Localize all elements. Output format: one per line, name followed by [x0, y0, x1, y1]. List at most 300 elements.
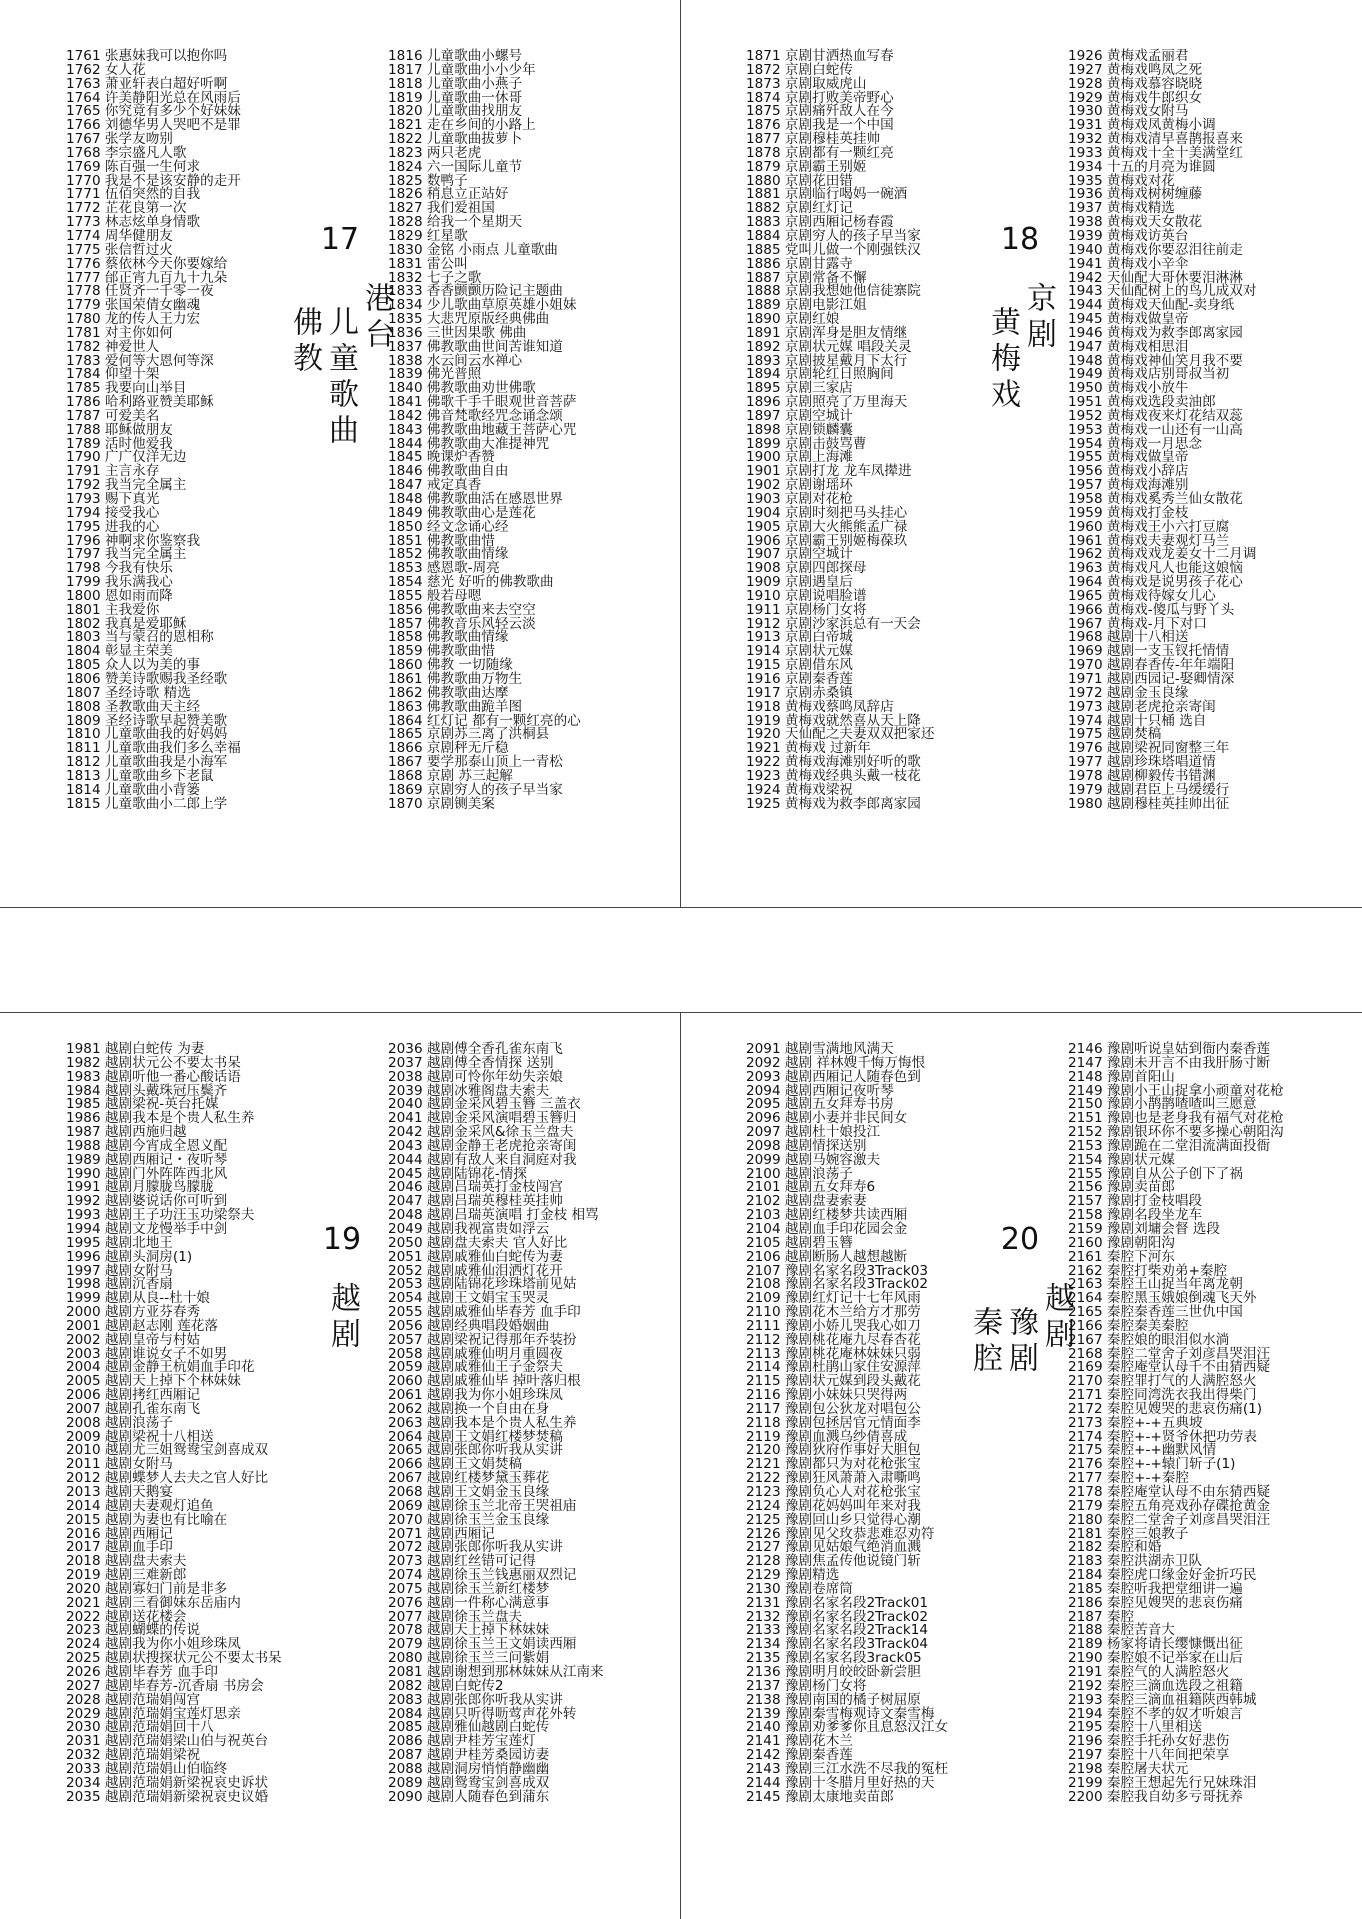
song-entry: 2146 豫剧听说皇姑到衙内秦香莲: [1068, 1041, 1271, 1057]
song-entry: 2012 越剧蝶梦人去夫之官人好比: [66, 1470, 269, 1487]
song-entry: 1964 黄梅戏是说男孩子花心: [1068, 574, 1243, 591]
song-entry: 2175 秦腔+-+幽默风情: [1068, 1442, 1217, 1459]
song-entry: 1767 张学友吻别: [66, 131, 173, 148]
song-entry: 2160 豫剧朝阳沟: [1068, 1234, 1175, 1251]
song-entry: 2126 豫剧见父玫恭悲难忍劝符: [746, 1525, 935, 1542]
song-entry: 1824 六一国际儿童节: [388, 158, 523, 175]
song-entry: 2058 越剧戚雅仙明月重圆夜: [388, 1345, 563, 1362]
song-entry: 1792 我当完全属主: [66, 477, 187, 494]
song-entry: 1801 主我爱你: [66, 601, 160, 618]
song-entry: 2085 越剧雅仙越剧白蛇传: [388, 1719, 550, 1736]
song-entry: 2080 越剧徐玉兰三问紫娟: [388, 1650, 550, 1667]
song-entry: 2011 越剧女附马: [66, 1456, 173, 1473]
song-entry: 2039 越剧冰雅阁盘夫索夫: [388, 1082, 550, 1099]
song-entry: 1798 今我有快乐: [66, 560, 173, 577]
song-entry: 2054 越剧王文娟宝玉哭灵: [388, 1290, 550, 1307]
song-entry: 2006 越剧拷红西厢记: [66, 1387, 201, 1404]
panel-19-column-1: [66, 1043, 282, 1804]
song-entry: 2152 豫剧银环你不要多操心朝阳沟: [1068, 1124, 1284, 1141]
song-entry: 1796 神啊求你鉴察我: [66, 532, 201, 549]
song-entry: 1979 越剧君臣上马缓缓行: [1068, 781, 1230, 798]
song-entry: 1917 京剧赤桑镇: [746, 684, 853, 701]
song-entry: 2153 豫剧跪在二堂泪流满面投衙: [1068, 1137, 1271, 1154]
song-entry: 2196 秦腔手托孙女好悲伤: [1068, 1733, 1230, 1750]
song-entry: 2193 秦腔三滴血祖籍陕西韩城: [1068, 1691, 1257, 1708]
song-entry: 1802 我真是爱耶稣: [66, 615, 187, 632]
song-entry: 2199 秦腔王想起先行兄妹珠泪: [1068, 1774, 1257, 1791]
song-entry: 2018 越剧盘夫索夫: [66, 1553, 187, 1570]
song-entry: 2108 豫剧名家名段3Track02: [746, 1276, 928, 1293]
song-entry: 1947 黄梅戏相思泪: [1068, 338, 1189, 355]
song-entry: 1838 水云间云水禅心: [388, 352, 523, 369]
song-entry: 1860 佛教 一切随缘: [388, 657, 513, 674]
song-entry: 1958 黄梅戏奚秀兰仙女散花: [1068, 491, 1243, 507]
song-entry: 2022 越剧送花楼会: [66, 1608, 187, 1625]
song-entry: 1795 进我的心: [66, 518, 160, 535]
category-name: 京剧: [1021, 282, 1056, 354]
song-entry: 1971 越剧西园记-娶卿情深: [1068, 670, 1235, 687]
song-entry: 1925 黄梅戏为救李郎离家园: [746, 795, 921, 812]
song-entry: 2128 豫剧焦孟传他说镜门斩: [746, 1553, 921, 1570]
song-entry: 2037 越剧傅全香情探 送别: [388, 1054, 554, 1071]
vertical-divider-top: [680, 0, 681, 907]
song-entry: 2049 越剧我视富贵如浮云: [388, 1220, 550, 1237]
song-entry: 1806 赞美诗歌赐我圣经歌: [66, 670, 228, 687]
panel-17-number: 17: [320, 222, 360, 257]
song-entry: 1995 越剧北地王: [66, 1234, 173, 1251]
song-entry: 1938 黄梅戏天女散花: [1068, 214, 1203, 231]
song-entry: 2088 越剧洞房悄悄静幽幽: [388, 1760, 550, 1777]
song-entry: 1768 李宗盛凡人歌: [66, 144, 187, 161]
song-entry: 1994 越剧文龙慢举手中剑: [66, 1220, 228, 1237]
song-entry: 2154 豫剧状元媒: [1068, 1151, 1175, 1168]
song-entry: 2195 秦腔十八里相送: [1068, 1719, 1203, 1736]
song-entry: 1830 金铭 小雨点 儿童歌曲: [388, 241, 558, 258]
panel-18-number: 18: [1000, 222, 1040, 257]
song-entry: 2026 越剧毕春芳 血手印: [66, 1663, 218, 1680]
panel-20-category-label: [967, 1222, 1074, 1378]
song-entry: 1854 慈光 好听的佛教歌曲: [388, 574, 554, 591]
song-entry: 2036 越剧傅全香孔雀东南飞: [388, 1041, 563, 1057]
song-entry: 2149 豫剧小王山捉拿小顽童对花枪: [1068, 1082, 1284, 1099]
panel-17-column-1: [66, 50, 241, 811]
song-entry: 1856 佛教歌曲来去空空: [388, 601, 536, 618]
song-entry: 1968 越剧十八相送: [1068, 629, 1189, 646]
song-entry: 2117 豫剧包公狄龙对唱包公: [746, 1400, 921, 1417]
song-entry: 1862 佛教歌曲达摩: [388, 684, 509, 701]
song-entry: 1852 佛教歌曲情缘: [388, 546, 509, 563]
song-entry: 2070 越剧徐玉兰金玉良缘: [388, 1511, 550, 1528]
song-entry: 1873 京剧取威虎山: [746, 75, 867, 92]
song-entry: 2043 越剧金静王老虎抢亲寄闺: [388, 1137, 577, 1154]
song-entry: 2174 秦腔+-+贤爷休把功劳表: [1068, 1428, 1257, 1445]
song-entry: 2118 豫剧包拯居官元情面李: [746, 1414, 921, 1431]
song-entry: 1791 主言永存: [66, 463, 160, 480]
song-entry: 2033 越剧范瑞娟山伯临终: [66, 1760, 228, 1777]
song-entry: 2078 越剧天上掉下林妹妹: [388, 1622, 550, 1639]
song-entry: 2113 豫剧桃花庵林妹妹只弱: [746, 1345, 921, 1362]
song-entry: 2129 豫剧精选: [746, 1567, 840, 1584]
song-entry: 1983 越剧听他一番心酸话语: [66, 1068, 241, 1085]
song-entry: 2094 越剧西厢记夜听琴: [746, 1082, 894, 1099]
song-entry: 1978 越剧柳毅传书错渊: [1068, 767, 1216, 784]
song-entry: 2188 秦腔苦音大: [1068, 1622, 1175, 1639]
song-entry: 2164 秦腔黑玉娥娘倒魂飞天外: [1068, 1290, 1257, 1307]
song-entry: 1817 儿童歌曲小小少年: [388, 61, 536, 78]
song-entry: 2030 越剧范瑞娟回十八: [66, 1719, 214, 1736]
song-entry: 2015 越剧为妻也有比喻在: [66, 1511, 228, 1528]
song-entry: 1909 京剧遇皇后: [746, 574, 853, 591]
song-entry: 2092 越剧 祥林嫂千悔万悔恨: [746, 1054, 926, 1071]
category-name: 港台: [359, 282, 394, 354]
song-entry: 1891 京剧浑身是胆友情继: [746, 324, 908, 341]
song-entry: 2023 越剧蝴蝶的传说: [66, 1622, 201, 1639]
song-entry: 1935 黄梅戏对花: [1068, 172, 1175, 189]
category-name: 佛教: [287, 306, 322, 378]
song-entry: 1799 我乐满我心: [66, 574, 173, 591]
song-entry: 1871 京剧甘洒热血写春: [746, 48, 894, 64]
song-entry: 1933 黄梅戏十全十美满堂红: [1068, 144, 1243, 161]
song-entry: 2170 秦腔罪打气的人满腔怒火: [1068, 1373, 1257, 1390]
song-entry: 1876 京剧我是一个中国: [746, 117, 894, 134]
song-entry: 2166 秦腔秦美秦腔: [1068, 1317, 1189, 1334]
song-entry: 2134 豫剧名家名段3Track04: [746, 1636, 928, 1653]
song-entry: 2038 越剧可怜你年幼失亲娘: [388, 1068, 563, 1085]
song-entry: 1773 林志炫单身情歌: [66, 214, 201, 231]
song-entry: 1952 黄梅戏夜来灯花结双蕊: [1068, 407, 1243, 424]
panel-20-number: 20: [1000, 1222, 1040, 1257]
song-entry: 2197 秦腔十八年间把荣享: [1068, 1747, 1230, 1764]
song-entry: 2053 越剧陆锦花珍珠塔前见姑: [388, 1276, 577, 1293]
song-entry: 2090 越剧人随春色到蒲东: [388, 1788, 550, 1805]
song-entry: 1793 赐下真光: [66, 491, 160, 507]
song-entry: 1890 京剧红娘: [746, 311, 840, 328]
song-entry: 2034 越剧范瑞娟新梁祝哀史诉状: [66, 1774, 269, 1791]
song-entry: 1914 京剧状元媒: [746, 643, 853, 660]
song-entry: 2181 秦腔三娘教子: [1068, 1525, 1189, 1542]
song-entry: 2156 豫剧卖苗郎: [1068, 1179, 1175, 1196]
song-entry: 2096 越剧小妻并非民间女: [746, 1110, 908, 1127]
song-entry: 1926 黄梅戏孟丽君: [1068, 48, 1189, 64]
song-entry: 1908 京剧四郎探母: [746, 560, 867, 577]
song-entry: 2041 越剧金采风演唱碧玉簪归: [388, 1110, 577, 1127]
song-entry: 1783 爱何等大恩何等深: [66, 352, 214, 369]
song-entry: 2067 越剧红楼梦黛玉葬花: [388, 1470, 550, 1487]
song-entry: 2045 越剧陆锦花-情探: [388, 1165, 527, 1182]
song-entry: 2060 越剧戚雅仙毕 掉叶落归根: [388, 1373, 581, 1390]
song-entry: 1870 京剧铡美案: [388, 795, 495, 812]
song-entry: 2110 豫剧花木兰给方才那劳: [746, 1304, 921, 1321]
song-entry: 1822 儿童歌曲拔萝卜: [388, 131, 523, 148]
song-entry: 1943 天仙配树上的鸟儿成双对: [1068, 283, 1257, 300]
song-entry: 1973 越剧老虎抢亲寄闺: [1068, 698, 1216, 715]
song-entry: 2047 越剧吕瑞英穆桂英挂帅: [388, 1193, 563, 1210]
song-entry: 2111 豫剧小娇儿哭我心如刀: [746, 1317, 921, 1334]
song-entry: 2159 豫剧刘墉会督 选段: [1068, 1220, 1220, 1237]
song-entry: 1893 京剧披星戴月下太行: [746, 352, 908, 369]
song-entry: 1874 京剧打败美帝野心: [746, 89, 894, 106]
song-entry: 2158 豫剧名段坐龙车: [1068, 1207, 1203, 1224]
song-entry: 2009 越剧梁祝十八相送: [66, 1428, 214, 1445]
song-entry: 1953 黄梅戏一山还有一山高: [1068, 421, 1243, 438]
song-entry: 2000 越剧方亚芬春秀: [66, 1304, 201, 1321]
song-entry: 2014 越剧夫妻观灯追鱼: [66, 1497, 214, 1514]
song-entry: 2139 豫剧秦雪梅观诗文秦雪梅: [746, 1705, 935, 1722]
panel-18-column-1: [746, 50, 934, 811]
song-entry: 1787 可爱美名: [66, 407, 160, 424]
song-entry: 2005 越剧天上掉下个林妹妹: [66, 1373, 241, 1390]
song-entry: 2050 越剧盘夫索夫 官人好比: [388, 1234, 568, 1251]
song-entry: 1910 京剧说唱脸谱: [746, 587, 867, 604]
song-entry: 2107 豫剧名家名段3Track03: [746, 1262, 928, 1279]
song-entry: 1827 我们爱祖国: [388, 200, 495, 217]
song-entry: 1863 佛教歌曲跪羊图: [388, 698, 523, 715]
category-name: 秦腔: [967, 1306, 1002, 1378]
song-entry: 2073 越剧红丝错可记得: [388, 1553, 536, 1570]
song-entry: 1996 越剧头洞房(1): [66, 1248, 193, 1265]
song-entry: 1999 越剧从良--杜十娘: [66, 1290, 210, 1307]
song-entry: 1853 感恩歌-周亮: [388, 560, 500, 577]
song-entry: 1867 要学那泰山顶上一青松: [388, 754, 563, 771]
song-entry: 1936 黄梅戏树树缠藤: [1068, 186, 1203, 203]
song-entry: 1898 京剧锁麟囊: [746, 421, 853, 438]
song-entry: 1764 许美静阳光总在风雨后: [66, 89, 241, 106]
song-entry: 1927 黄梅戏鸣凤之死: [1068, 61, 1203, 78]
song-entry: 1948 黄梅戏神仙笑月我不要: [1068, 352, 1243, 369]
song-entry: 2150 豫剧小鹊鹊喳喳叫三愿意: [1068, 1096, 1257, 1113]
song-entry: 2177 秦腔+-+秦腔: [1068, 1470, 1189, 1487]
song-entry: 2123 豫剧负心人对花枪张宝: [746, 1484, 921, 1500]
song-entry: 2029 越剧范瑞娟宝莲灯思亲: [66, 1705, 241, 1722]
song-entry: 2099 越剧马婉容激夫: [746, 1151, 881, 1168]
song-entry: 1921 黄梅戏 过新年: [746, 740, 871, 757]
song-entry: 1889 京剧电影江姐: [746, 297, 867, 314]
song-entry: 2001 越剧赵志刚 莲花落: [66, 1317, 218, 1334]
song-entry: 2155 豫剧自从公子创下了祸: [1068, 1165, 1243, 1182]
song-entry: 2112 豫剧桃花庵九尽春杏花: [746, 1331, 921, 1348]
song-entry: 1998 越剧沉香扇: [66, 1276, 173, 1293]
song-entry: 1931 黄梅戏凤黄梅小调: [1068, 117, 1216, 134]
panel-20-column-1: [746, 1043, 948, 1804]
song-entry: 2125 豫剧回山乡只觉得心潮: [746, 1511, 921, 1528]
song-entry: 1763 萧亚轩表白超好听啊: [66, 75, 228, 92]
song-entry: 2017 越剧血手印: [66, 1539, 173, 1556]
song-entry: 2008 越剧浪荡子: [66, 1414, 173, 1431]
song-entry: 2145 豫剧太康地卖苗郎: [746, 1788, 894, 1805]
song-entry: 2114 豫剧杜鹃山家住安源萍: [746, 1359, 921, 1376]
song-entry: 2059 越剧戚雅仙王子金祭夫: [388, 1359, 563, 1376]
song-entry: 2176 秦腔+-+辕门斩子(1): [1068, 1456, 1236, 1473]
song-entry: 2097 越剧杜十娘投江: [746, 1124, 881, 1141]
song-entry: 2161 秦腔下河东: [1068, 1248, 1175, 1265]
song-entry: 1861 佛教歌曲万物生: [388, 670, 523, 687]
song-entry: 2004 越剧金静王杭娟血手印花: [66, 1359, 255, 1376]
song-entry: 1945 黄梅戏做皇帝: [1068, 311, 1189, 328]
song-entry: 1766 刘德华男人哭吧不是罪: [66, 117, 241, 134]
song-entry: 2165 秦腔秦香莲三世仇中国: [1068, 1304, 1243, 1321]
song-entry: 1820 儿童歌曲找朋友: [388, 103, 523, 120]
song-entry: 1880 京剧花田错: [746, 172, 853, 189]
song-entry: 1903 京剧对花枪: [746, 491, 853, 507]
song-entry: 1993 越剧王子功汪玉功梁祭夫: [66, 1207, 255, 1224]
song-entry: 1885 党叫儿做一个刚强铁汉: [746, 241, 921, 258]
song-entry: 1849 佛教歌曲心是莲花: [388, 504, 536, 521]
song-entry: 2191 秦腔气的人满腔怒火: [1068, 1663, 1230, 1680]
song-entry: 2040 越剧金采风碧玉簪 三盖衣: [388, 1096, 581, 1113]
song-entry: 1977 越剧珍珠塔唱道情: [1068, 754, 1216, 771]
song-entry: 1825 数鸭子: [388, 172, 468, 189]
song-entry: 2055 越剧戚雅仙毕春芳 血手印: [388, 1304, 581, 1321]
song-entry: 2187 秦腔: [1068, 1608, 1135, 1625]
song-entry: 2100 越剧浪荡子: [746, 1165, 853, 1182]
panel-20-categories: [966, 1282, 1074, 1378]
panel-17-column-2: [388, 50, 581, 811]
song-entry: 1970 越剧春香传-年年端阳: [1068, 657, 1235, 674]
song-entry: 2136 豫剧明月皎皎卧新尝胆: [746, 1663, 921, 1680]
song-entry: 2178 秦腔庵堂认母不由东猜西疑: [1068, 1484, 1271, 1500]
song-entry: 2076 越剧一件称心满意事: [388, 1594, 550, 1611]
song-entry: 2122 豫剧狂风萧萧入肃嘶鸣: [746, 1470, 921, 1487]
vertical-divider-bottom: [680, 1012, 681, 1919]
song-entry: 1980 越剧穆桂英挂帅出征: [1068, 795, 1230, 812]
song-entry: 1875 京剧痛歼敌人在今: [746, 103, 894, 120]
song-entry: 1988 越剧今宵成全恩义配: [66, 1137, 228, 1154]
song-entry: 1845 晚课炉香赞: [388, 449, 495, 466]
song-entry: 1857 佛教音乐风轻云淡: [388, 615, 536, 632]
song-entry: 1923 黄梅戏经典头戴一枝花: [746, 767, 921, 784]
song-entry: 2044 越剧有敌人来自洞庭对我: [388, 1151, 577, 1168]
song-entry: 1805 众人以为美的事: [66, 657, 201, 674]
song-entry: 1840 佛教歌曲劝世佛歌: [388, 380, 536, 397]
song-entry: 2091 越剧雪满地风满天: [746, 1041, 894, 1057]
song-entry: 1797 我当完全属主: [66, 546, 187, 563]
song-entry: 1803 当与蒙召的恩相称: [66, 629, 214, 646]
song-entry: 2168 秦腔二堂舍子刘彦昌哭泪汪: [1068, 1345, 1271, 1362]
song-entry: 1811 儿童歌曲我们多么幸福: [66, 740, 241, 757]
song-entry: 1906 京剧霸王别姬梅葆玖: [746, 532, 908, 549]
song-entry: 2172 秦腔见嫂哭的悲哀伤痛(1): [1068, 1400, 1263, 1417]
song-entry: 1879 京剧霸王别姬: [746, 158, 867, 175]
song-entry: 1989 越剧西厢记・夜听琴: [66, 1151, 228, 1168]
song-entry: 2190 秦腔娘不记举家在山后: [1068, 1650, 1243, 1667]
song-entry: 1833 香香颤颤历险记主题曲: [388, 283, 563, 300]
song-entry: 1905 京剧大火熊熊孟广禄: [746, 518, 908, 535]
song-entry: 1774 周华健朋友: [66, 227, 173, 244]
panel-19-category-label: [322, 1222, 362, 1354]
song-entry: 1865 京剧苏三离了洪桐县: [388, 726, 550, 743]
song-entry: 1895 京剧三家店: [746, 380, 853, 397]
song-entry: 1775 张信哲过火: [66, 241, 173, 258]
song-entry: 1769 陈百强一生何求: [66, 158, 201, 175]
song-entry: 1912 京剧沙家浜总有一天会: [746, 615, 921, 632]
song-entry: 1881 京剧临行喝妈一碗酒: [746, 186, 908, 203]
song-entry: 1868 京剧 苏三起解: [388, 767, 513, 784]
song-entry: 1829 红星歌: [388, 227, 468, 244]
song-entry: 1818 儿童歌曲小燕子: [388, 75, 523, 92]
song-entry: 1985 越剧梁祝-英台托媒: [66, 1096, 219, 1113]
song-entry: 2063 越剧我本是个贵人私生养: [388, 1414, 577, 1431]
song-entry: 1776 蔡依林今天你要嫁给: [66, 255, 228, 272]
song-entry: 1872 京剧白蛇传: [746, 61, 853, 78]
song-entry: 1790 广广仅洋无边: [66, 449, 187, 466]
panel-19-categories: [324, 1282, 360, 1354]
song-entry: 1878 京剧都有一颗红亮: [746, 144, 894, 161]
song-entry: 1940 黄梅戏你要忍泪往前走: [1068, 241, 1243, 258]
song-entry: 1794 接受我心: [66, 504, 160, 521]
panel-19-column-2: [388, 1043, 604, 1804]
song-entry: 1800 恩如雨而降: [66, 587, 173, 604]
song-entry: 2027 越剧毕春芳-沉香扇 书房会: [66, 1677, 264, 1694]
song-entry: 2180 秦腔二堂舍子刘彦昌哭泪汪: [1068, 1511, 1271, 1528]
panel-18-category-label: [985, 222, 1056, 414]
song-entry: 2075 越剧徐玉兰新红楼梦: [388, 1580, 550, 1597]
song-entry: 2138 豫剧南国的橘子树屈原: [746, 1691, 921, 1708]
song-entry: 1992 越剧婆说话你可听到: [66, 1193, 228, 1210]
song-entry: 1981 越剧白蛇传 为妻: [66, 1041, 205, 1057]
song-entry: 1930 黄梅戏女附马: [1068, 103, 1189, 120]
song-entry: 2007 越剧孔雀东南飞: [66, 1400, 201, 1417]
song-entry: 2042 越剧金采风&徐玉兰盘夫: [388, 1124, 574, 1141]
song-entry: 1847 戒定真香: [388, 477, 482, 494]
song-entry: 2082 越剧白蛇传2: [388, 1677, 504, 1694]
song-entry: 1844 佛教歌曲大准提神咒: [388, 435, 550, 452]
song-entry: 1951 黄梅戏选段卖油郎: [1068, 394, 1216, 411]
song-entry: 1883 京剧西厢记杨春霞: [746, 214, 894, 231]
song-entry: 2087 越剧尹桂芳桑园访妻: [388, 1747, 550, 1764]
song-entry: 2124 豫剧花妈妈叫年来对我: [746, 1497, 921, 1514]
song-entry: 1897 京剧空城计: [746, 407, 853, 424]
song-entry: 1984 越剧头戴珠冠压鬓齐: [66, 1082, 228, 1099]
song-entry: 2135 豫剧名家名段3rack05: [746, 1650, 922, 1667]
song-entry: 1761 张惠妹我可以抱你吗: [66, 48, 228, 64]
song-entry: 2048 越剧吕瑞英演唱 打金枝 相骂: [388, 1207, 599, 1224]
song-entry: 1831 雷公叫: [388, 255, 468, 272]
song-entry: 2115 豫剧状元媒到段头戴花: [746, 1373, 921, 1390]
song-entry: 2052 越剧戚雅仙泪洒灯花开: [388, 1262, 563, 1279]
song-entry: 2137 豫剧杨门女将: [746, 1677, 867, 1694]
song-entry: 2035 越剧范瑞娟新梁祝哀史议婚: [66, 1788, 269, 1805]
song-entry: 1843 佛教歌曲地藏王菩萨心咒: [388, 421, 577, 438]
song-entry: 2119 豫剧血溅乌纱倩喜成: [746, 1428, 908, 1445]
song-entry: 2169 秦腔庵堂认母千不由猜西疑: [1068, 1359, 1271, 1376]
song-entry: 2051 越剧戚雅仙白蛇传为妻: [388, 1248, 563, 1265]
song-entry: 1789 活时他爱我: [66, 435, 173, 452]
song-entry: 1784 仰望十架: [66, 366, 160, 383]
song-entry: 1804 彰显主荣美: [66, 643, 173, 660]
song-entry: 1969 越剧一支玉钗托情情: [1068, 643, 1230, 660]
song-entry: 1855 般若母嗯: [388, 587, 482, 604]
song-entry: 2016 越剧西厢记: [66, 1525, 173, 1542]
song-entry: 1966 黄梅戏-傻瓜与野丫头: [1068, 601, 1235, 618]
song-entry: 2198 秦腔屠夫状元: [1068, 1760, 1189, 1777]
song-entry: 1972 越剧金玉良缘: [1068, 684, 1189, 701]
song-entry: 2056 越剧经典唱段婚姻曲: [388, 1317, 550, 1334]
song-entry: 2062 越剧换一个自由在身: [388, 1400, 550, 1417]
category-name: 豫剧: [1003, 1306, 1038, 1378]
song-entry: 2084 越剧只听得呖莺声花外转: [388, 1705, 577, 1722]
song-entry: 1785 我要向山举目: [66, 380, 187, 397]
song-entry: 1939 黄梅戏访英台: [1068, 227, 1189, 244]
song-entry: 2074 越剧徐玉兰钱惠丽双烈记: [388, 1567, 577, 1584]
song-entry: 2148 豫剧首阳山: [1068, 1068, 1175, 1085]
song-entry: 2200 秦腔我自幼多亏哥抚养: [1068, 1788, 1243, 1805]
song-entry: 2109 豫剧红灯记十七年风雨: [746, 1290, 921, 1307]
song-entry: 1839 佛光普照: [388, 366, 482, 383]
song-entry: 1848 佛教歌曲活在感恩世界: [388, 491, 563, 507]
song-entry: 1955 黄梅戏做皇帝: [1068, 449, 1189, 466]
song-entry: 2071 越剧西厢记: [388, 1525, 495, 1542]
song-entry: 1892 京剧状元媒 唱段关灵: [746, 338, 912, 355]
